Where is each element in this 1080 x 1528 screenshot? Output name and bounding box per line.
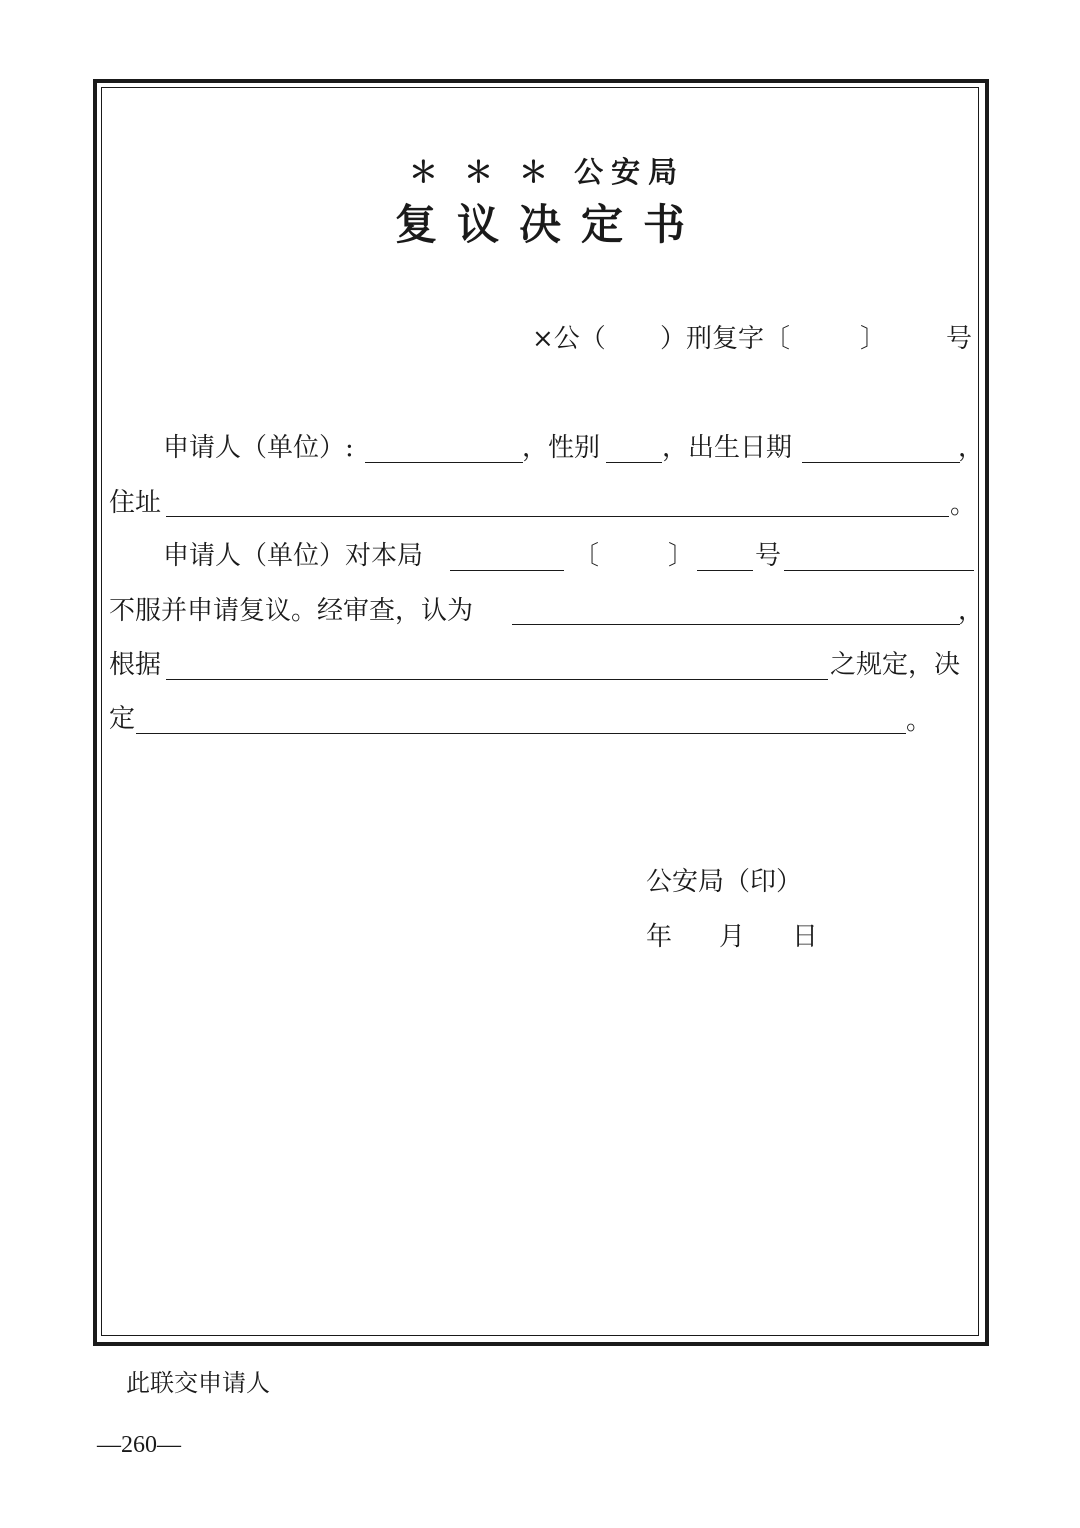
rule-text: 之规定，决 (830, 650, 961, 680)
decision-name-blank[interactable] (784, 570, 974, 571)
gender-blank[interactable] (606, 462, 662, 463)
doc-number-prefix: ×公（ (532, 324, 606, 354)
decision-type-blank[interactable] (450, 570, 564, 571)
year-label: 年 (646, 922, 673, 952)
applicant-label: 申请人（单位）: (163, 433, 354, 463)
line1-end-comma: ， (958, 433, 985, 463)
day-label: 日 (792, 922, 819, 952)
doc-number-close-bracket: 〕 (860, 324, 887, 354)
line3-close-bracket: 〕 (668, 541, 695, 571)
legal-basis-blank[interactable] (166, 679, 828, 680)
address-label: 住址 (109, 488, 162, 518)
gender-label: ，性别 (522, 433, 601, 463)
line4-end-comma: ， (958, 596, 985, 626)
agency-name: ＊ ＊ ＊ 公安局 (408, 155, 686, 189)
decide-label: 定 (109, 704, 136, 734)
applicant-name-blank[interactable] (365, 462, 523, 463)
month-label: 月 (719, 922, 746, 952)
according-label: 根据 (109, 650, 162, 680)
address-blank[interactable] (166, 516, 949, 517)
review-statement: 不服并申请复议。经审查，认为 (109, 596, 474, 626)
decision-content-blank[interactable] (136, 733, 906, 734)
copy-note: 此联交申请人 (126, 1369, 270, 1397)
doc-number-suffix: 号 (946, 324, 973, 354)
form-inner-border (101, 87, 979, 1336)
line2-end-period: 。 (950, 490, 977, 520)
birth-date-label: ，出生日期 (662, 433, 793, 463)
page-number: —260— (97, 1432, 181, 1458)
review-finding-blank[interactable] (512, 624, 960, 625)
applicant-against-label: 申请人（单位）对本局 (163, 541, 424, 571)
line6-end-period: 。 (906, 706, 933, 736)
document-title: 复议决定书 (394, 200, 705, 249)
seal-label: 公安局（印） (646, 867, 803, 897)
doc-number-middle: ）刑复字〔 (660, 324, 791, 354)
birth-date-blank[interactable] (802, 462, 960, 463)
line3-open-bracket: 〔 (573, 541, 600, 571)
decision-number-blank[interactable] (697, 570, 753, 571)
line3-hao: 号 (755, 541, 782, 571)
